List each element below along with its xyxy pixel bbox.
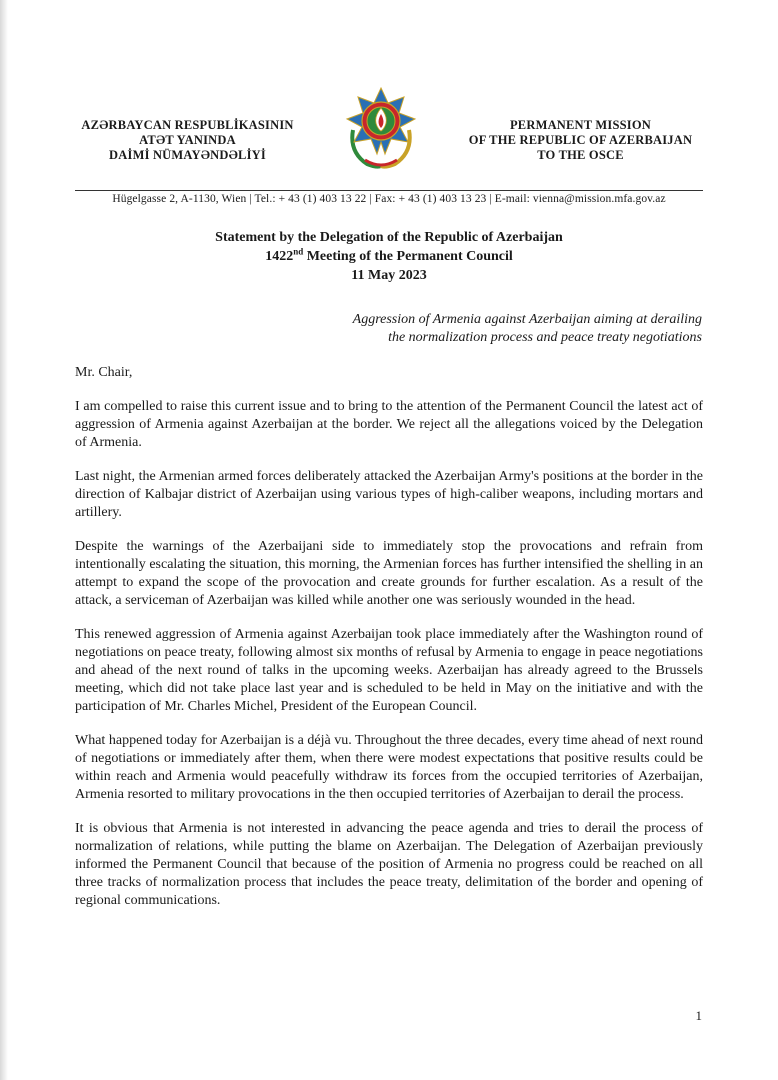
statement-date: 11 May 2023 (351, 268, 427, 283)
letterhead-left-line: AZƏRBAYCAN RESPUBLİKASININ (81, 118, 294, 132)
meeting-number: 1422 (265, 249, 294, 264)
title-line-1: Statement by the Delegation of the Republic of Azerbaijan (215, 230, 563, 245)
coat-of-arms-icon (343, 86, 419, 170)
letterhead-azerbaijani-name (75, 118, 300, 163)
letterhead-right-line: PERMANENT MISSION (509, 118, 652, 132)
body-paragraph: Last night, the Armenian armed forces deliberately attacked the Azerbaijan Army's positions at the border in the direction of Kalbajar district of Azerbaijan using various types of high-caliber weapons, including mortars and artillery. (75, 469, 703, 520)
contact-address-line: Hügelgasse 2, A-1130, Wien | Tel.: + 43 (1) 403 13 22 | Fax: + 43 (1) 403 13 23 | E-mail: vienna@mission.mfa.gov.az (112, 193, 666, 205)
statement-title (75, 228, 703, 285)
body-paragraph: Despite the warnings of the Azerbaijani side to immediately stop the provocations and refrain from intentionally escalating the situation, this morning, the Armenian forces has further intensified the shelling in an attempt to expand the scope of the provocation and create grounds for further escalation. As a result of the attack, a serviceman of Azerbaijan was killed while another one was seriously wounded in the head. (75, 539, 703, 608)
body-paragraph: What happened today for Azerbaijan is a déjà vu. Throughout the three decades, every time ahead of next round of negotiations or immediately after them, when there were modest expectations that positive results could be within reach and Armenia would peacefully withdraw its forces from the occupied territories of Azerbaijan, Armenia resorted to military provocations in the then occupied territories of Azerbaijan to derail the process. (75, 733, 703, 802)
body-paragraph: I am compelled to raise this current issue and to bring to the attention of the Permanent Council the latest act of aggression of Armenia against Azerbaijan at the border. We reject all the allegations voiced by the Delegation of Armenia. (75, 399, 703, 450)
subject-line-2: the normalization process and peace treaty negotiations (388, 330, 702, 345)
page-number: 1 (695, 1008, 702, 1023)
body-paragraph: This renewed aggression of Armenia against Azerbaijan took place immediately after the Washington round of negotiations on peace treaty, following almost six months of refusal by Armenia to engage in peace negotiations and ahead of the next round of talks in the upcoming weeks. Azerbaijan has already agreed to the Brussels meeting, which did not take place last year and is scheduled to be held in May on the initiative and with the participation of Mr. Charles Michel, President of the European Council. (75, 627, 703, 714)
letterhead-left-line: ATƏT YANINDA (139, 133, 236, 147)
body-paragraph: It is obvious that Armenia is not interested in advancing the peace agenda and tries to derail the process of normalization of relations, while putting the blame on Azerbaijan. The Delegation of Azerbaijan previously informed the Permanent Council that because of the position of Armenia no progress could be reached on all three tracks of normalization process that includes the peace treaty, delimitation of the border and opening of regional communications. (75, 821, 703, 908)
letterhead-divider (75, 190, 703, 191)
statement-subject (282, 311, 702, 347)
letterhead-right-line: TO THE OSCE (537, 148, 624, 162)
salutation: Mr. Chair, (75, 365, 133, 380)
statement-body (75, 398, 703, 926)
letterhead (75, 84, 703, 194)
meeting-name: Meeting of the Permanent Council (303, 249, 513, 264)
letterhead-right-line: OF THE REPUBLIC OF AZERBAIJAN (468, 133, 693, 147)
meeting-number-suffix: nd (293, 246, 304, 257)
letterhead-left-line: DAİMİ NÜMAYƏNDƏLİYİ (109, 148, 266, 162)
title-line-2 (75, 247, 703, 266)
page-shadow (0, 0, 8, 1080)
subject-line-1: Aggression of Armenia against Azerbaijan aiming at derailing (352, 312, 702, 327)
letterhead-english-name (458, 118, 703, 163)
